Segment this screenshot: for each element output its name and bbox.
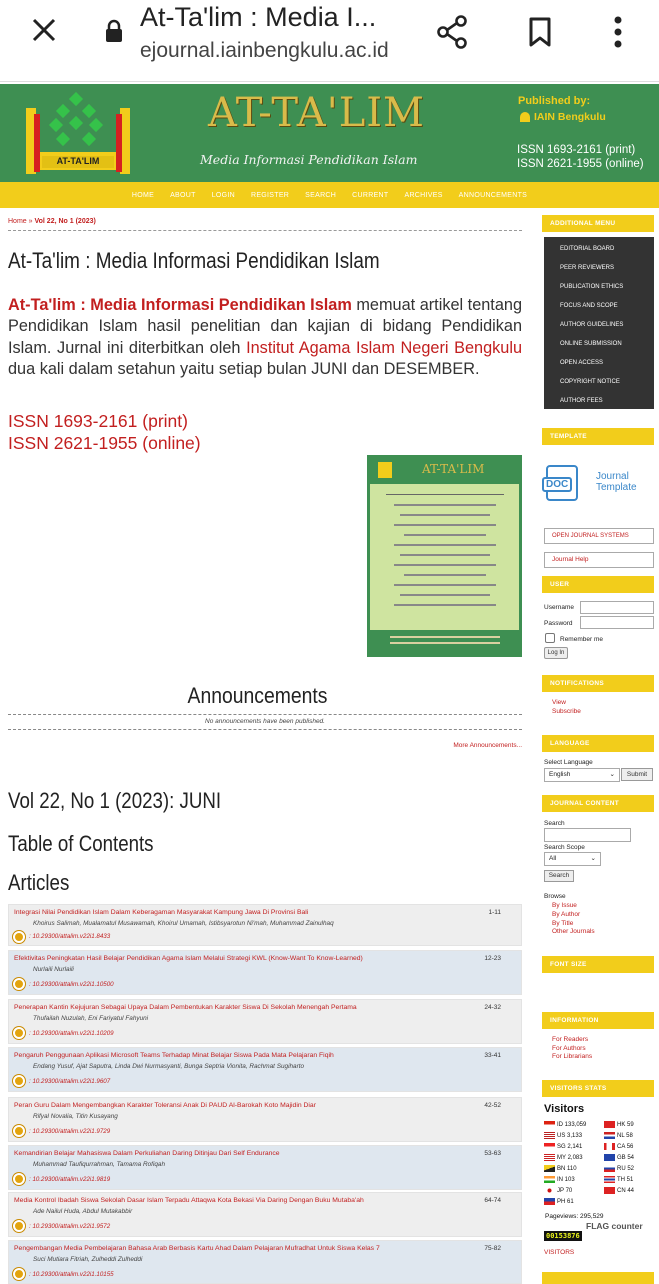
lock-icon	[102, 16, 126, 46]
publisher: IAIN Bengkulu	[520, 111, 606, 123]
toc-heading: Table of Contents	[8, 831, 154, 856]
for-authors-link[interactable]: For Authors	[552, 1045, 586, 1052]
doi-icon	[13, 1027, 25, 1039]
announcements-heading: Announcements	[187, 683, 328, 708]
user-header: USER	[542, 576, 654, 593]
login-button[interactable]: Log In	[544, 647, 568, 659]
article-title-link[interactable]: Kemandirian Belajar Mahasiswa Dalam Perkuliahan Daring Ditinjau Dari Self Endurance	[14, 1150, 280, 1157]
flag-counter-widget[interactable]: Visitors ID 133,059 US 3,133 SG 2,141 MY 2,083 BN 110 IN 103 JP 70 PH 61 HK 59 NL 58 CA 56 GB 54 RU 52 TH 51 CN 44 Pageviews: 295,529 FLAG counter	[544, 1102, 659, 1230]
menu-open-access[interactable]: OPEN ACCESS	[560, 360, 604, 366]
notifications-view-link[interactable]: View	[552, 699, 566, 706]
journal-name: AT-TA'LIM	[208, 90, 426, 136]
nav-login[interactable]: LOGIN	[211, 191, 235, 199]
journal-description: At-Ta'lim : Media Informasi Pendidikan Islam memuat artikel tentang Pendidikan Islam hasil penelitian dan kajian di bidang Pendidikan Islam. Jurnal ini diterbitkan oleh Institut Agama Islam Negeri Bengkulu dua kali dalam setahun yaitu setiap bulan JUNI dan DESEMBER.	[8, 296, 522, 378]
article-title-link[interactable]: Pengembangan Media Pembelajaran Bahasa Arab Berbasis Kartu Ahad Dalam Pelajaran Mufradhat Untuk Siswa Kelas 7	[14, 1245, 380, 1252]
menu-copyright-notice[interactable]: COPYRIGHT NOTICE	[560, 379, 620, 385]
articles-heading: Articles	[8, 870, 70, 895]
visitors-link[interactable]: VISITORS	[544, 1249, 575, 1256]
menu-focus-and-scope[interactable]: FOCUS AND SCOPE	[560, 303, 618, 309]
article-pages: 24-32	[484, 1004, 501, 1011]
for-librarians-link[interactable]: For Librarians	[552, 1053, 593, 1060]
template-header: TEMPLATE	[542, 428, 654, 445]
information-header: INFORMATION	[542, 1012, 654, 1029]
nav-archives[interactable]: ARCHIVES	[404, 191, 443, 199]
article-title-link[interactable]: Penerapan Kantin Kejujuran Sebagai Upaya Dalam Pembentukan Karakter Siswa Di Sekolah Menengah Pertama	[14, 1004, 357, 1011]
doi-icon	[13, 1075, 25, 1087]
article-authors: Ade Nailul Huda, Abdul Mutakabbir	[33, 1208, 133, 1215]
browse-by-title-link[interactable]: By Title	[552, 920, 574, 927]
journal-banner	[0, 84, 659, 182]
article-pages: 33-41	[484, 1052, 501, 1059]
journal-subtitle: Media Informasi Pendidikan Islam	[200, 152, 418, 167]
article-title-link[interactable]: Integrasi Nilai Pendidikan Islam Dalam Keberagaman Masyarakat Kampung Jawa Di Provinsi Bali	[14, 909, 309, 916]
article-pages: 1-11	[488, 909, 501, 916]
article-title-link[interactable]: Pengaruh Penggunaan Aplikasi Microsoft Teams Terhadap Minat Belajar Siswa Pada Mata Pelajaran Fiqih	[14, 1052, 334, 1059]
browse-by-issue-link[interactable]: By Issue	[552, 902, 577, 909]
article-doi-link[interactable]: : 10.29300/attalim.v22i1.8433	[29, 933, 111, 940]
article-title-link[interactable]: Peran Guru Dalam Mengembangkan Karakter Toleransi Anak Di PAUD Al-Barokah Koto Majidin Diar	[14, 1102, 316, 1109]
article-title-link[interactable]: Media Kontrol Ibadah Siswa Sekolah Dasar Islam Terpadu Attaqwa Kota Bekasi Via Daring Dengan Buku Mutaba'ah	[14, 1197, 364, 1204]
article-authors: Suci Mutiara Fitriah, Zulheddi Zulheddi	[33, 1256, 143, 1263]
article-pages: 12-23	[484, 955, 501, 962]
journal-search-button[interactable]: Search	[544, 870, 574, 882]
page-url[interactable]: ejournal.iainbengkulu.ac.id	[140, 39, 389, 62]
other-journals-link[interactable]: Other Journals	[552, 928, 595, 935]
journal-template-link[interactable]: DOC Journal Template	[544, 459, 654, 503]
flag-counter-logo: FLAG counter	[586, 1221, 643, 1230]
article-row	[8, 999, 522, 1044]
article-authors: Endang Yusuf, Ajat Saputra, Linda Dwi Nurmasyanti, Bunga Septria Vionita, Rachmat Sugiharto	[33, 1063, 305, 1070]
article-authors: Nurlaili Nurlaili	[33, 966, 74, 973]
doc-icon: DOC	[546, 465, 578, 501]
doi-icon	[13, 1173, 25, 1185]
journal-search-input[interactable]	[544, 828, 631, 842]
journal-logo[interactable]	[26, 92, 130, 176]
header-issn-online: ISSN 2621-1955 (online)	[517, 158, 644, 170]
article-title-link[interactable]: Efektivitas Peningkatan Hasil Belajar Pendidikan Agama Islam Melalui Strategi KWL (Know-Want To Know-Learned)	[14, 955, 363, 962]
language-select[interactable]: English ⌄	[544, 768, 620, 782]
bookmark-icon[interactable]	[520, 12, 560, 52]
article-row	[8, 1097, 522, 1142]
menu-online-submission[interactable]: ONLINE SUBMISSION	[560, 341, 622, 347]
breadcrumb: Home » Vol 22, No 1 (2023)	[8, 218, 96, 225]
article-doi-link[interactable]: : 10.29300/attalim.v22i1.9819	[29, 1176, 111, 1183]
additional-menu-header: ADDITIONAL MENU	[542, 215, 654, 232]
menu-peer-reviewers[interactable]: PEER REVIEWERS	[560, 265, 615, 271]
journal-cover-image[interactable]: AT-TA'LIM	[367, 455, 522, 657]
article-doi-link[interactable]: : 10.29300/attalim.v22i1.9729	[29, 1128, 111, 1135]
published-by-label: Published by:	[518, 95, 591, 107]
journal-content-header: JOURNAL CONTENT	[542, 795, 654, 812]
page-title: At-Ta'lim : Media I...	[140, 2, 377, 32]
nav-register[interactable]: REGISTER	[250, 191, 290, 199]
browse-by-author-link[interactable]: By Author	[552, 911, 581, 918]
main-navbar	[0, 182, 659, 208]
article-row	[8, 1047, 522, 1092]
article-authors: Khoirus Salimah, Mualamatul Musawamah, Khoirul Umamah, Istibsyarotun Ni'mah, Muhammad Zainulhaq	[33, 920, 334, 927]
more-menu-icon[interactable]	[600, 12, 636, 52]
doi-icon	[13, 978, 25, 990]
additional-menu	[544, 237, 654, 409]
ojs-button[interactable]: OPEN JOURNAL SYSTEMS	[544, 528, 654, 544]
menu-editorial-board[interactable]: EDITORIAL BOARD	[560, 246, 615, 252]
no-announcements: No announcements have been published.	[205, 718, 325, 725]
nav-announcements[interactable]: ANNOUNCEMENTS	[458, 191, 528, 199]
journal-issn-online: ISSN 2621-1955 (online)	[8, 433, 201, 453]
journal-issn-print: ISSN 1693-2161 (print)	[8, 411, 188, 431]
article-pages: 64-74	[484, 1197, 501, 1204]
article-row	[8, 904, 522, 946]
article-doi-link[interactable]: : 10.29300/attalim.v22i1.10500	[29, 981, 114, 988]
header-issn-print: ISSN 1693-2161 (print)	[517, 144, 636, 156]
nav-home[interactable]: HOME	[131, 191, 155, 199]
doi-icon	[13, 1268, 25, 1280]
more-announcements-link[interactable]: More Announcements...	[453, 742, 522, 749]
journal-heading: At-Ta'lim : Media Informasi Pendidikan Islam	[8, 248, 380, 273]
language-header: LANGUAGE	[542, 735, 654, 752]
password-input[interactable]	[580, 616, 654, 629]
doi-icon	[13, 931, 25, 943]
logo-text: AT-TA'LIM	[56, 156, 100, 166]
menu-author-fees[interactable]: AUTHOR FEES	[560, 398, 603, 404]
doi-icon	[13, 1125, 25, 1137]
share-icon[interactable]	[432, 12, 472, 52]
breadcrumb-current[interactable]: Vol 22, No 1 (2023)	[34, 218, 96, 225]
iain-link[interactable]: Institut Agama Islam Negeri Bengkulu	[246, 338, 522, 357]
close-icon[interactable]	[26, 12, 62, 48]
article-pages: 75-82	[484, 1245, 501, 1252]
article-doi-link[interactable]: : 10.29300/attalim.v22i1.10155	[29, 1271, 114, 1278]
nav-about[interactable]: ABOUT	[170, 191, 196, 199]
menu-publication-ethics[interactable]: PUBLICATION ETHICS	[560, 284, 624, 290]
article-row	[8, 950, 522, 995]
remember-checkbox[interactable]	[545, 633, 555, 643]
article-doi-link[interactable]: : 10.29300/attalim.v22i1.9572	[29, 1223, 111, 1230]
article-doi-link[interactable]: : 10.29300/attalim.v22i1.9607	[29, 1078, 111, 1085]
pageviews: Pageviews: 295,529	[545, 1213, 604, 1220]
journal-help-button[interactable]: Journal Help	[544, 552, 654, 568]
nav-search[interactable]: SEARCH	[305, 191, 337, 199]
article-authors: Rifyal Novalia, Titin Kusayang	[33, 1113, 118, 1120]
article-row	[8, 1192, 522, 1237]
article-authors: Thufailah Nuzulah, Eni Fariyatul Fahyuni	[33, 1015, 149, 1022]
issue-title: Vol 22, No 1 (2023): JUNI	[8, 788, 222, 813]
language-submit-button[interactable]: Submit	[621, 768, 653, 781]
chevron-down-icon: ⌄	[609, 771, 615, 778]
browser-toolbar	[0, 0, 659, 82]
article-doi-link[interactable]: : 10.29300/attalim.v22i1.10209	[29, 1030, 114, 1037]
article-pages: 42-52	[484, 1102, 501, 1109]
article-row	[8, 1240, 522, 1284]
hit-counter: 00153876	[546, 1232, 580, 1240]
doi-icon	[13, 1220, 25, 1232]
for-readers-link[interactable]: For Readers	[552, 1036, 589, 1043]
article-authors: Muhammad Taufiqurrahman, Tamama Rofiqah	[33, 1161, 166, 1168]
notifications-subscribe-link[interactable]: Subscribe	[552, 708, 581, 715]
notifications-header: NOTIFICATIONS	[542, 675, 654, 692]
chevron-down-icon: ⌄	[590, 855, 596, 862]
search-scope-select[interactable]: All ⌄	[544, 852, 601, 866]
article-pages: 53-63	[484, 1150, 501, 1157]
statistics-header	[542, 1272, 654, 1284]
nav-current[interactable]: CURRENT	[352, 191, 389, 199]
mosque-icon	[520, 112, 530, 122]
menu-author-guidelines[interactable]: AUTHOR GUIDELINES	[560, 322, 624, 328]
username-input[interactable]	[580, 601, 654, 614]
breadcrumb-home[interactable]: Home	[8, 218, 27, 225]
article-row	[8, 1145, 522, 1190]
font-size-header: FONT SIZE	[542, 956, 654, 973]
visitors-stats-header: VISITORS STATS	[542, 1080, 654, 1097]
